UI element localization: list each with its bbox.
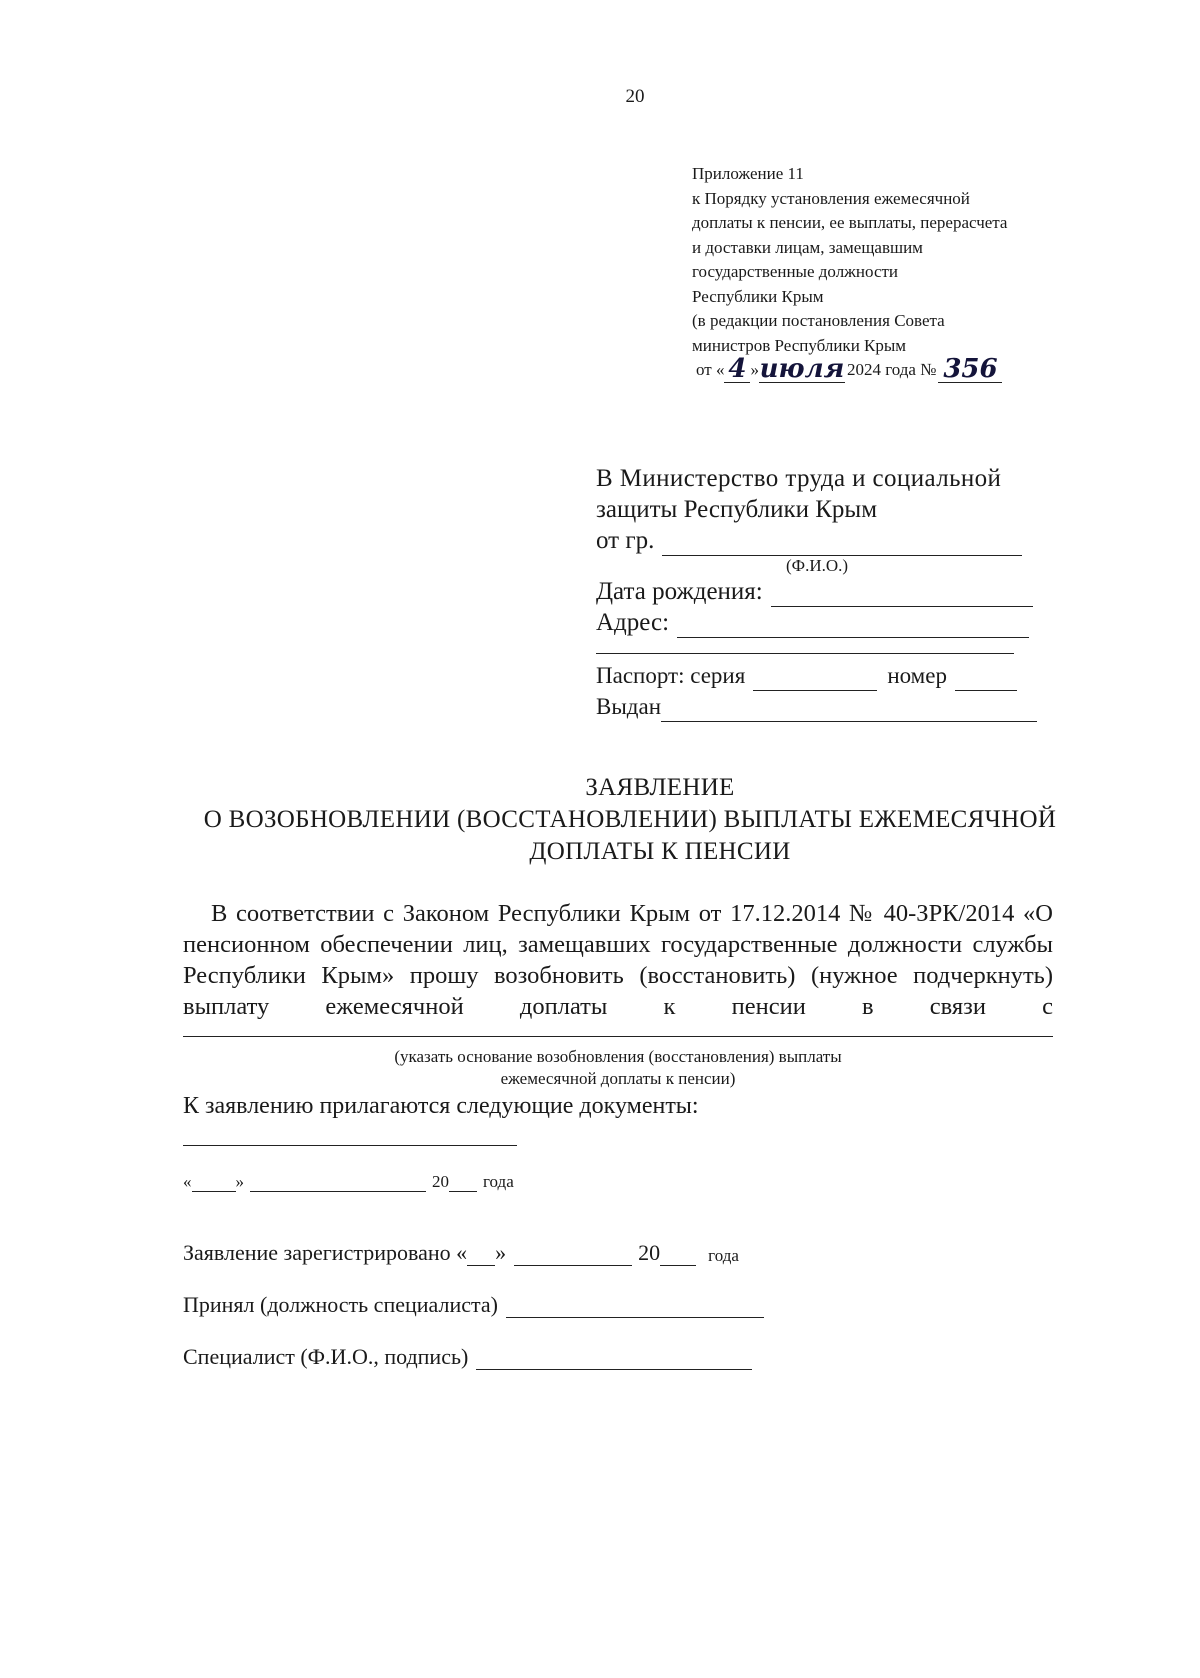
accepted-label: Принял (должность специалиста) xyxy=(183,1292,498,1317)
addressee-line: В Министерство труда и социальной xyxy=(596,465,1002,492)
application-body xyxy=(183,898,1053,1037)
title-line: ДОПЛАТЫ К ПЕНСИИ xyxy=(529,838,791,865)
signature-month-field[interactable] xyxy=(250,1173,426,1192)
page-number: 20 xyxy=(625,86,645,107)
birth-row xyxy=(596,576,1056,607)
appendix-line: Республики Крым xyxy=(692,286,824,306)
addressee-block xyxy=(596,463,1056,722)
address-row-2 xyxy=(596,638,1056,654)
documents-label: К заявлению прилагаются следующие документы: xyxy=(183,1093,699,1119)
date-prefix: от « xyxy=(696,360,725,379)
fio-caption: (Ф.И.О.) xyxy=(786,556,849,575)
specialist-line xyxy=(183,1344,752,1370)
registration-month-field[interactable] xyxy=(514,1247,632,1266)
date-day-field xyxy=(724,353,750,384)
date-year-text: 2024 года № xyxy=(846,360,937,379)
registration-year-field[interactable] xyxy=(660,1247,696,1266)
signature-date-line xyxy=(183,1172,514,1192)
from-label: от гр. xyxy=(596,527,655,554)
issued-row xyxy=(596,691,1056,722)
issued-label: Выдан xyxy=(596,694,662,719)
registration-close-quote: » xyxy=(495,1240,507,1265)
address-row xyxy=(596,607,1056,638)
appendix-line: и доставки лицам, замещавшим xyxy=(692,237,923,257)
registration-year-word: года xyxy=(708,1246,739,1265)
title-line: ЗАЯВЛЕНИЕ xyxy=(585,774,735,801)
addressee-line: защиты Республики Крым xyxy=(596,496,878,523)
date-separator: » xyxy=(750,360,759,379)
appendix-line: (в редакции постановления Совета xyxy=(692,311,945,330)
document-title xyxy=(150,772,1110,868)
appendix-line: Приложение 11 xyxy=(692,164,804,183)
handwritten-month: июля xyxy=(759,353,845,384)
handwritten-day: 4 xyxy=(728,353,747,384)
hint-line: ежемесячной доплаты к пенсии) xyxy=(500,1069,736,1088)
registration-label: Заявление зарегистрировано « xyxy=(183,1240,468,1265)
specialist-field[interactable] xyxy=(476,1351,752,1370)
title-line: О ВОЗОБНОВЛЕНИИ (ВОССТАНОВЛЕНИИ) ВЫПЛАТЫ ЕЖЕМЕСЯЧНОЙ xyxy=(203,806,1057,833)
signature-year-field[interactable] xyxy=(449,1173,477,1192)
address-field-2[interactable] xyxy=(596,643,1014,654)
passport-label: Паспорт: серия xyxy=(596,663,746,688)
close-quote: » xyxy=(235,1172,244,1191)
reason-field[interactable] xyxy=(183,1022,1053,1037)
passport-series-field[interactable] xyxy=(753,672,877,691)
specialist-label: Специалист (Ф.И.О., подпись) xyxy=(183,1344,469,1369)
documents-field[interactable] xyxy=(183,1145,517,1146)
appendix-line: министров Республики Крым xyxy=(692,335,907,355)
body-paragraph: В соответствии с Законом Республики Крым от 17.12.2014 № 40-ЗРК/2014 «О пенсионном обеспечении лиц, замещавших государственные должности службы Республики Крым» прошу возобновить (восстановить) (нужное подчеркнуть) выплату ежемесячной доплаты к пенсии в связи с xyxy=(183,900,1053,1020)
appendix-line: государственные должности xyxy=(692,262,899,281)
registration-line xyxy=(183,1240,739,1266)
address-label: Адрес: xyxy=(596,609,670,636)
issued-field[interactable] xyxy=(661,703,1037,722)
reason-hint xyxy=(183,1046,1053,1090)
passport-row xyxy=(596,660,1056,691)
passport-number-field[interactable] xyxy=(955,672,1017,691)
century: 20 xyxy=(432,1172,449,1191)
from-row xyxy=(596,525,1056,556)
order-number-field xyxy=(938,353,1002,384)
hint-line: (указать основание возобновления (восстановления) выплаты xyxy=(394,1047,842,1066)
address-field[interactable] xyxy=(677,615,1029,638)
year-word: года xyxy=(483,1172,514,1191)
handwritten-order-number: 356 xyxy=(943,353,998,384)
birth-label: Дата рождения: xyxy=(596,578,763,605)
date-month-field xyxy=(759,353,845,384)
appendix-block xyxy=(692,162,1112,383)
appendix-line: к Порядку установления ежемесячной xyxy=(692,188,970,208)
signature-day-field[interactable] xyxy=(192,1173,236,1192)
number-label: номер xyxy=(887,663,947,688)
accepted-line xyxy=(183,1292,764,1318)
appendix-date-line xyxy=(696,353,1112,384)
open-quote: « xyxy=(183,1172,192,1191)
registration-day-field[interactable] xyxy=(467,1247,495,1266)
accepted-field[interactable] xyxy=(506,1299,764,1318)
birth-date-field[interactable] xyxy=(771,584,1033,607)
fio-field[interactable] xyxy=(662,533,1022,556)
registration-century: 20 xyxy=(638,1240,661,1265)
appendix-line: доплаты к пенсии, ее выплаты, перерасчета xyxy=(692,213,1008,232)
